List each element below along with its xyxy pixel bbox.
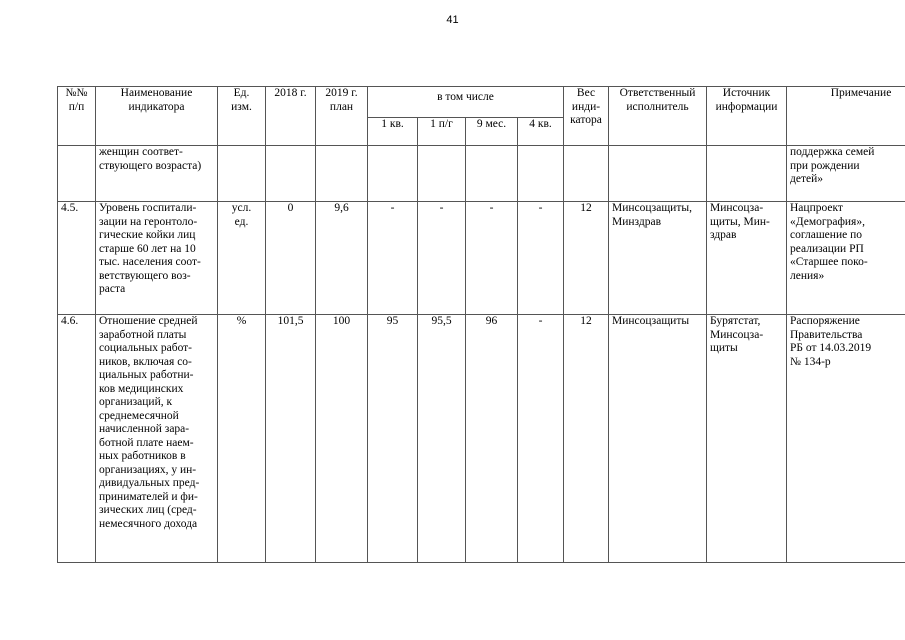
header-9m: 9 мес. bbox=[466, 118, 518, 146]
cell-q4 bbox=[518, 146, 564, 202]
header-row bbox=[58, 87, 905, 118]
header-unit: Ед. изм. bbox=[218, 87, 266, 146]
cell-source: Бурятстат, Минсоцза- щиты bbox=[707, 315, 787, 563]
table-row bbox=[58, 202, 905, 315]
header-name: Наименование индикатора bbox=[96, 87, 218, 146]
cell-name: женщин соответ- ствующего возраста) bbox=[96, 146, 218, 202]
cell-responsible bbox=[609, 146, 707, 202]
cell-note: Распоряжение Правительства РБ от 14.03.2019 № 134-р bbox=[787, 315, 905, 563]
cell-num: 4.6. bbox=[58, 315, 96, 563]
cell-note: поддержка семей при рождении детей» bbox=[787, 146, 905, 202]
header-source: Источник информации bbox=[707, 87, 787, 146]
cell-weight: 12 bbox=[564, 315, 609, 563]
header-weight: Вес инди- катора bbox=[564, 87, 609, 146]
header-q1: 1 кв. bbox=[368, 118, 418, 146]
cell-h1: - bbox=[418, 202, 466, 315]
table-row bbox=[58, 146, 905, 202]
cell-2018: 101,5 bbox=[266, 315, 316, 563]
cell-q1: - bbox=[368, 202, 418, 315]
cell-num bbox=[58, 146, 96, 202]
cell-weight: 12 bbox=[564, 202, 609, 315]
cell-name: Отношение средней заработной платы социальных работ- ников, включая со- циальных работни- ков медицинских организаций, к среднемесячной начисленной зара- ботной плате наем- ных работников в организациях, у ин- дивидуальных пред- принимателей и фи- зических лиц (сред- немесячного дохода bbox=[96, 315, 218, 563]
cell-unit: % bbox=[218, 315, 266, 563]
cell-2018 bbox=[266, 146, 316, 202]
cell-source bbox=[707, 146, 787, 202]
cell-num: 4.5. bbox=[58, 202, 96, 315]
cell-unit bbox=[218, 146, 266, 202]
header-2018: 2018 г. bbox=[266, 87, 316, 146]
cell-9m: - bbox=[466, 202, 518, 315]
page-number: 41 bbox=[446, 14, 459, 26]
cell-name: Уровень госпитали- зации на геронтоло- гические койки лиц старше 60 лет на 10 тыс. населения соот- ветствующего воз- раста bbox=[96, 202, 218, 315]
cell-q1: 95 bbox=[368, 315, 418, 563]
indicators-table bbox=[57, 86, 905, 563]
cell-2019: 100 bbox=[316, 315, 368, 563]
header-num: №№ п/п bbox=[58, 87, 96, 146]
cell-weight bbox=[564, 146, 609, 202]
header-h1: 1 п/г bbox=[418, 118, 466, 146]
table-row bbox=[58, 315, 905, 563]
cell-2019: 9,6 bbox=[316, 202, 368, 315]
cell-h1: 95,5 bbox=[418, 315, 466, 563]
cell-q1 bbox=[368, 146, 418, 202]
header-note: Примечание bbox=[787, 87, 905, 146]
cell-note: Нацпроект «Демография», соглашение по реализации РП «Старшее поко- ления» bbox=[787, 202, 905, 315]
cell-2018: 0 bbox=[266, 202, 316, 315]
cell-responsible: Минсоцзащиты bbox=[609, 315, 707, 563]
cell-q4: - bbox=[518, 202, 564, 315]
cell-source: Минсоцза- щиты, Мин- здрав bbox=[707, 202, 787, 315]
cell-responsible: Минсоцзащиты, Минздрав bbox=[609, 202, 707, 315]
cell-unit: усл. ед. bbox=[218, 202, 266, 315]
cell-q4: - bbox=[518, 315, 564, 563]
header-q4: 4 кв. bbox=[518, 118, 564, 146]
cell-h1 bbox=[418, 146, 466, 202]
header-2019-plan: 2019 г. план bbox=[316, 87, 368, 146]
cell-2019 bbox=[316, 146, 368, 202]
header-responsible: Ответственный исполнитель bbox=[609, 87, 707, 146]
cell-9m: 96 bbox=[466, 315, 518, 563]
header-including: в том числе bbox=[368, 87, 564, 118]
cell-9m bbox=[466, 146, 518, 202]
